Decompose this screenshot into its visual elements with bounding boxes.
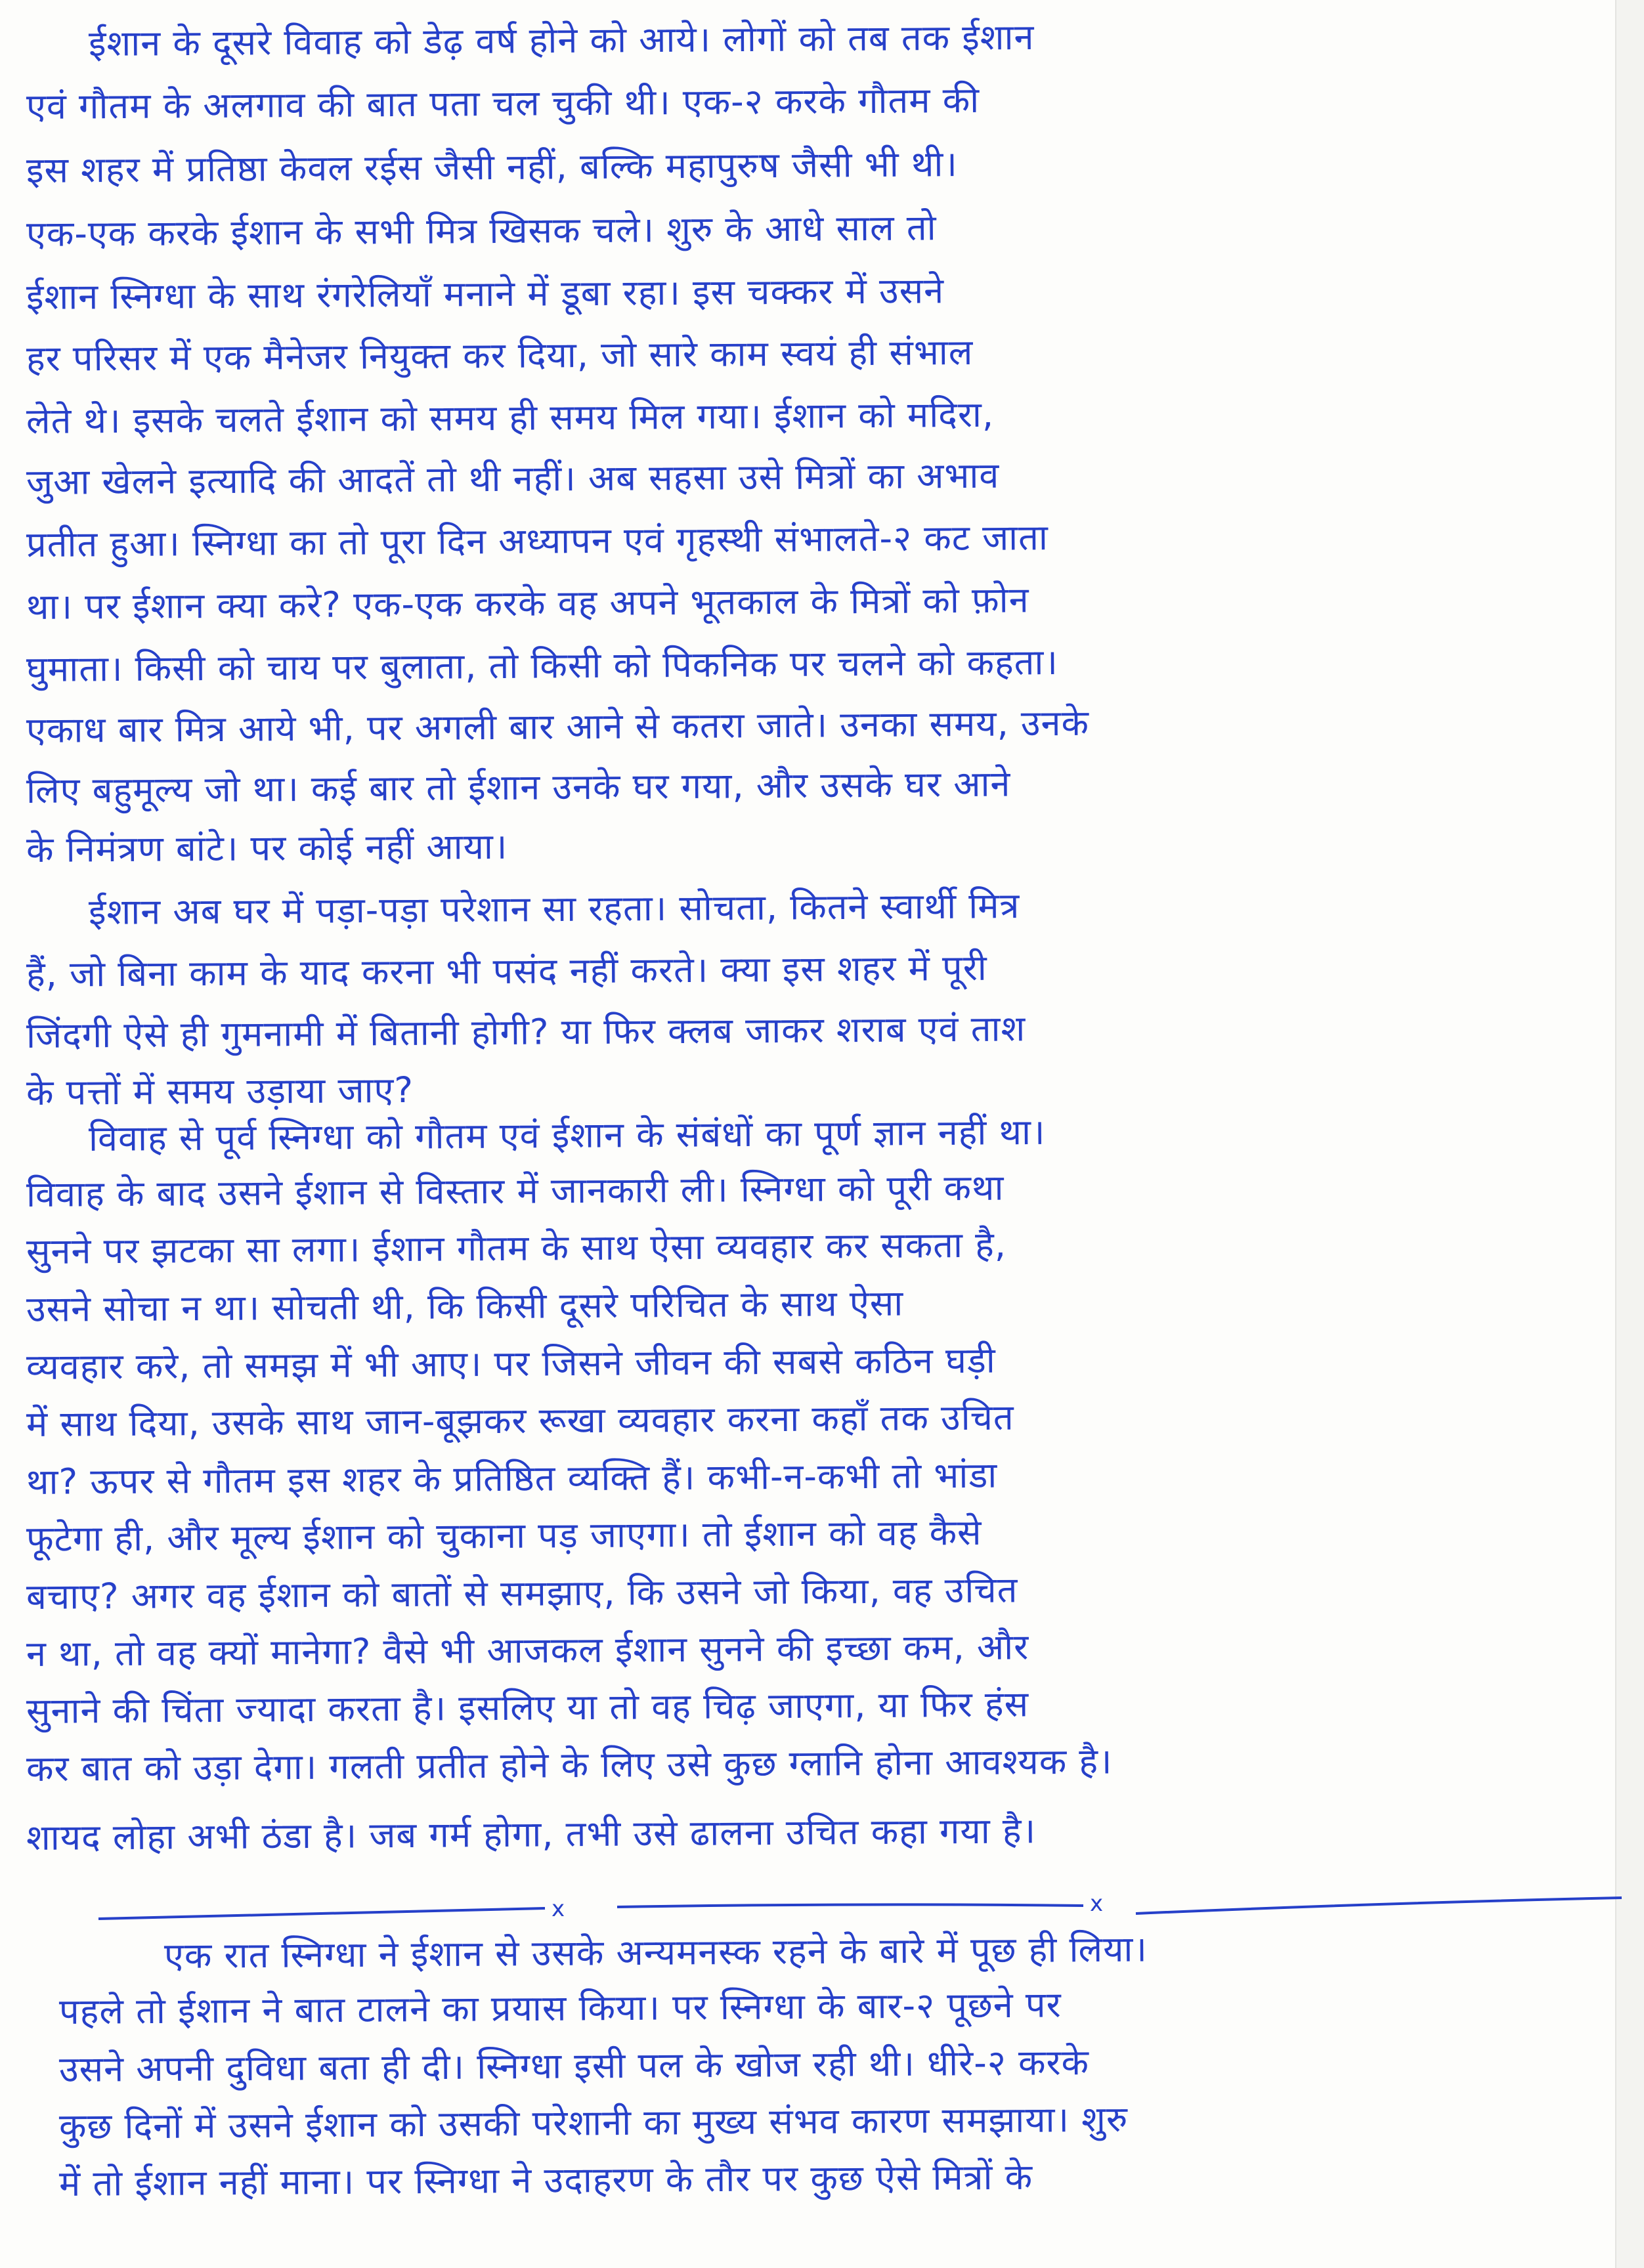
section-separator bbox=[0, 1894, 1644, 1933]
text-line: जुआ खेलने इत्यादि की आदतें तो थी नहीं। अब सहसा उसे मित्रों का अभाव bbox=[26, 454, 1000, 503]
text-line: विवाह के बाद उसने ईशान से विस्तार में जानकारी ली। स्निग्धा को पूरी कथा bbox=[26, 1166, 1005, 1215]
separator-mark: x bbox=[1090, 1894, 1104, 1917]
separator-mark: x bbox=[552, 1896, 565, 1922]
text-line: प्रतीत हुआ। स्निग्धा का तो पूरा दिन अध्यापन एवं गृहस्थी संभालते-२ कट जाता bbox=[26, 517, 1049, 565]
text-line: व्यवहार करे, तो समझ में भी आए। पर जिसने जीवन की सबसे कठिन घड़ी bbox=[26, 1339, 996, 1388]
text-line: लिए बहुमूल्य जो था। कई बार तो ईशान उनके घर गया, और उसके घर आने bbox=[26, 763, 1011, 811]
text-line: पहले तो ईशान ने बात टालने का प्रयास किया। पर स्निग्धा के बार-२ पूछने पर bbox=[58, 1984, 1062, 2032]
text-line: में तो ईशान नहीं माना। पर स्निग्धा ने उदाहरण के तौर पर कुछ ऐसे मित्रों के bbox=[58, 2156, 1033, 2204]
text-line: ईशान के दूसरे विवाह को डेढ़ वर्ष होने को आये। लोगों को तब तक ईशान bbox=[88, 16, 1035, 64]
text-line: ईशान स्निग्धा के साथ रंगरेलियाँ मनाने में डूबा रहा। इस चक्कर में उसने bbox=[26, 270, 945, 318]
text-line: इस शहर में प्रतिष्ठा केवल रईस जैसी नहीं, बल्कि महापुरुष जैसी भी थी। bbox=[26, 143, 959, 191]
text-line: घुमाता। किसी को चाय पर बुलाता, तो किसी को पिकनिक पर चलने को कहता। bbox=[26, 641, 1059, 690]
text-line: के पत्तों में समय उड़ाया जाए? bbox=[26, 1069, 414, 1113]
text-line: ईशान अब घर में पड़ा-पड़ा परेशान सा रहता। सोचता, कितने स्वार्थी मित्र bbox=[88, 885, 1020, 933]
text-line: सुनने पर झटका सा लगा। ईशान गौतम के साथ ऐसा व्यवहार कर सकता है, bbox=[26, 1224, 1007, 1272]
text-line: सुनाने की चिंता ज्यादा करता है। इसलिए या तो वह चिढ़ जाएगा, या फिर हंस bbox=[26, 1683, 1029, 1732]
text-line: था। पर ईशान क्या करे? एक-एक करके वह अपने भूतकाल के मित्रों को फ़ोन bbox=[26, 579, 1029, 628]
text-line: एक रात स्निग्धा ने ईशान से उसके अन्यमनस्क रहने के बारे में पूछ ही लिया। bbox=[163, 1928, 1148, 1977]
text-line: उसने अपनी दुविधा बता ही दी। स्निग्धा इसी पल के खोज रही थी। धीरे-२ करके bbox=[58, 2042, 1090, 2090]
text-line: एक-एक करके ईशान के सभी मित्र खिसक चले। शुरु के आधे साल तो bbox=[26, 207, 937, 255]
text-line: में साथ दिया, उसके साथ जान-बूझकर रूखा व्यवहार करना कहाँ तक उचित bbox=[26, 1396, 1014, 1445]
text-line: कर बात को उड़ा देगा। गलती प्रतीत होने के लिए उसे कुछ ग्लानि होना आवश्यक है। bbox=[26, 1740, 1113, 1789]
text-line: उसने सोचा न था। सोचती थी, कि किसी दूसरे परिचित के साथ ऐसा bbox=[26, 1282, 904, 1330]
text-line: के निमंत्रण बांटे। पर कोई नहीं आया। bbox=[26, 825, 508, 870]
text-line: हैं, जो बिना काम के याद करना भी पसंद नहीं करते। क्या इस शहर में पूरी bbox=[26, 947, 988, 995]
text-line: जिंदगी ऐसे ही गुमनामी में बितानी होगी? या फिर क्लब जाकर शराब एवं ताश bbox=[26, 1008, 1026, 1056]
text-line: विवाह से पूर्व स्निग्धा को गौतम एवं ईशान के संबंधों का पूर्ण ज्ञान नहीं था। bbox=[88, 1111, 1046, 1159]
text-line: कुछ दिनों में उसने ईशान को उसकी परेशानी का मुख्य संभव कारण समझाया। शुरु bbox=[58, 2098, 1129, 2147]
text-line: हर परिसर में एक मैनेजर नियुक्त कर दिया, जो सारे काम स्वयं ही संभाल bbox=[26, 331, 974, 379]
text-line: न था, तो वह क्यों मानेगा? वैसे भी आजकल ईशान सुनने की इच्छा कम, और bbox=[26, 1626, 1029, 1675]
text-line: लेते थे। इसके चलते ईशान को समय ही समय मिल गया। ईशान को मदिरा, bbox=[26, 393, 995, 442]
text-line: फूटेगा ही, और मूल्य ईशान को चुकाना पड़ जाएगा। तो ईशान को वह कैसे bbox=[26, 1511, 982, 1560]
text-line: शायद लोहा अभी ठंडा है। जब गर्म होगा, तभी उसे ढालना उचित कहा गया है। bbox=[26, 1810, 1037, 1858]
text-line: एकाध बार मित्र आये भी, पर अगली बार आने से कतरा जाते। उनका समय, उनके bbox=[26, 702, 1090, 751]
text-line: था? ऊपर से गौतम इस शहर के प्रतिष्ठित व्यक्ति हैं। कभी-न-कभी तो भांडा bbox=[26, 1454, 998, 1503]
text-line: बचाए? अगर वह ईशान को बातों से समझाए, कि उसने जो किया, वह उचित bbox=[26, 1569, 1018, 1617]
text-line: एवं गौतम के अलगाव की बात पता चल चुकी थी। एक-२ करके गौतम की bbox=[26, 79, 980, 127]
